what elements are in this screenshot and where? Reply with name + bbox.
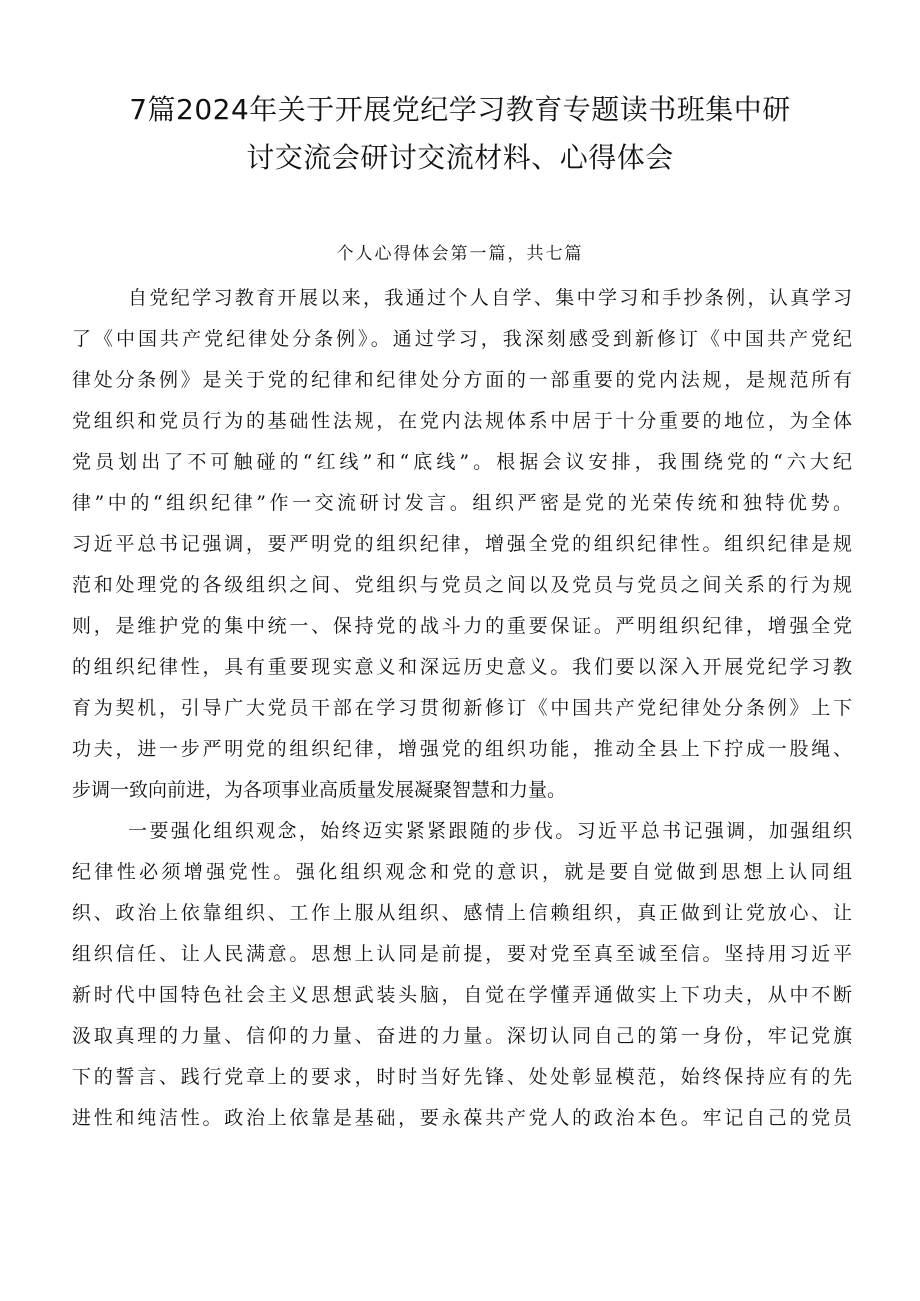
paragraph-line: 律处分条例》是关于党的纪律和纪律处分方面的一部重要的党内法规，是规范所有	[72, 369, 852, 391]
title-line: 7篇2024年关于开展党纪学习教育专题读书班集中研	[129, 93, 791, 126]
paragraph-line: 的组织纪律性，具有重要现实意义和深远历史意义。我们要以深入开展党纪学习教	[72, 656, 852, 678]
paragraph-2	[72, 811, 852, 1139]
section-subtitle: 个人心得体会第一篇，共七篇	[336, 244, 584, 264]
paragraph-line: 汲取真理的力量、信仰的力量、奋进的力量。深切认同自己的第一身份，牢记党旗	[72, 1025, 852, 1047]
paragraph-line: 范和处理党的各级组织之间、党组织与党员之间以及党员与党员之间关系的行为规	[72, 574, 852, 596]
paragraph-line: 下的誓言、践行党章上的要求，时时当好先锋、处处彰显模范，始终保持应有的先	[72, 1066, 852, 1088]
paragraph-line: 自党纪学习教育开展以来，我通过个人自学、集中学习和手抄条例，认真学习	[128, 287, 852, 309]
document-title	[60, 86, 860, 182]
paragraph-line: 了《中国共产党纪律处分条例》。通过学习，我深刻感受到新修订《中国共产党纪	[72, 328, 852, 350]
paragraph-line: 步调一致向前进，为各项事业高质量发展凝聚智慧和力量。	[72, 779, 567, 801]
paragraph-line: 党组织和党员行为的基础性法规，在党内法规体系中居于十分重要的地位，为全体	[72, 410, 852, 432]
title-line: 讨交流会研讨交流材料、心得体会	[246, 141, 674, 174]
paragraph-line: 织、政治上依靠组织、工作上服从组织、感情上信赖组织，真正做到让党放心、让	[72, 902, 852, 924]
paragraph-line: 一要强化组织观念，始终迈实紧紧跟随的步伐。习近平总书记强调，加强组织	[128, 820, 852, 842]
paragraph-line: 则，是维护党的集中统一、保持党的战斗力的重要保证。严明组织纪律，增强全党	[72, 615, 852, 637]
paragraph-line: 育为契机，引导广大党员干部在学习贯彻新修订《中国共产党纪律处分条例》上下	[72, 697, 852, 719]
paragraph-line: 新时代中国特色社会主义思想武装头脑，自觉在学懂弄通做实上下功夫，从中不断	[72, 984, 852, 1006]
paragraph-1	[72, 278, 852, 811]
paragraph-line: 功夫，进一步严明党的组织纪律，增强党的组织功能，推动全县上下拧成一股绳、	[72, 738, 852, 760]
paragraph-line: 组织信任、让人民满意。思想上认同是前提，要对党至真至诚至信。坚持用习近平	[72, 943, 852, 965]
paragraph-line: 进性和纯洁性。政治上依靠是基础，要永葆共产党人的政治本色。牢记自己的党员	[72, 1107, 852, 1129]
body-text	[72, 278, 852, 1139]
paragraph-line: 纪律性必须增强党性。强化组织观念和党的意识，就是要自觉做到思想上认同组	[72, 861, 852, 883]
paragraph-line: 习近平总书记强调，要严明党的组织纪律，增强全党的组织纪律性。组织纪律是规	[72, 533, 852, 555]
paragraph-line: 党员划出了不可触碰的“红线”和“底线”。根据会议安排，我围绕党的“六大纪	[72, 451, 852, 473]
paragraph-line: 律”中的“组织纪律”作一交流研讨发言。组织严密是党的光荣传统和独特优势。	[72, 492, 852, 514]
